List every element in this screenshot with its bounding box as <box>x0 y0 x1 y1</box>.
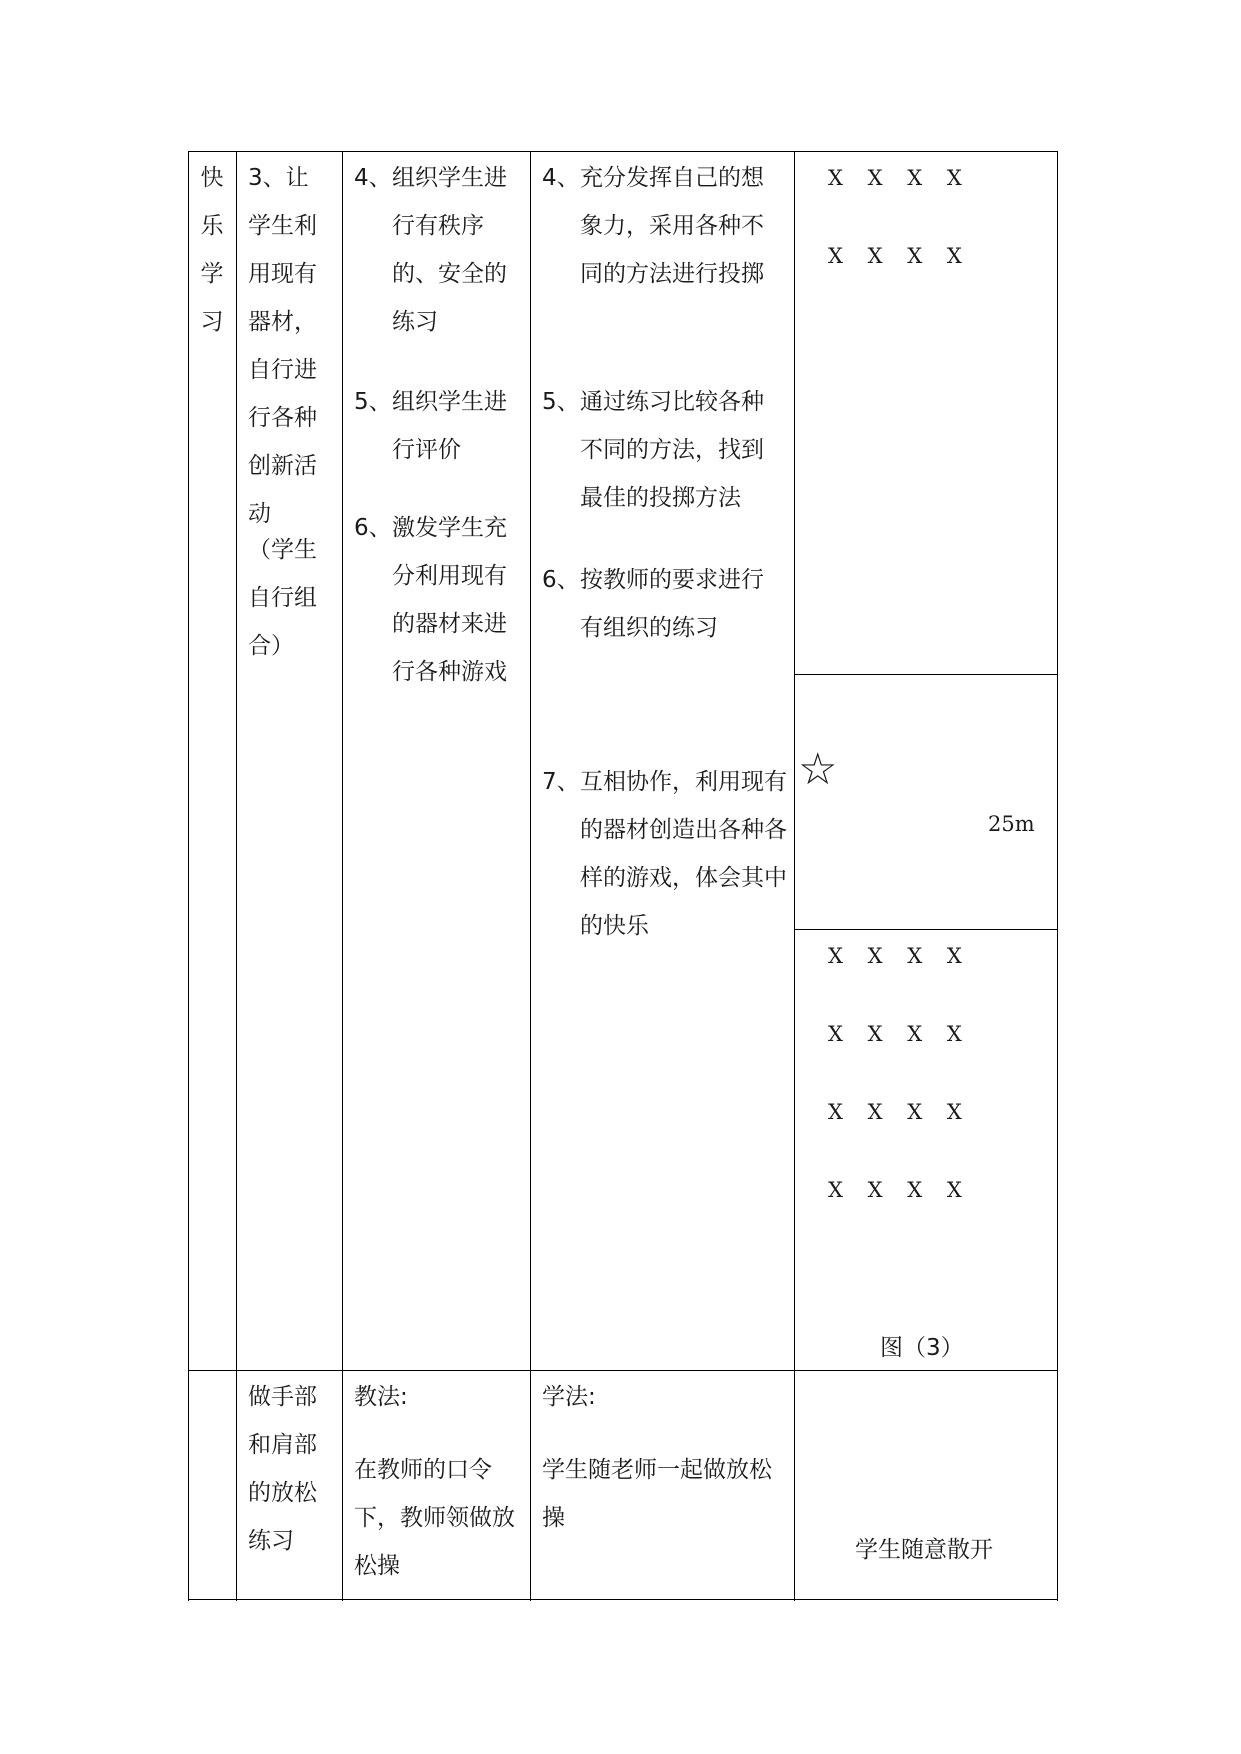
item-number: 4、 <box>542 165 580 191</box>
table-border-left <box>188 151 189 1601</box>
table-border-right <box>1057 151 1058 1601</box>
formation-row: X X X X <box>828 244 962 268</box>
learning-text: 学生随老师一起做放松操 <box>542 1457 772 1531</box>
activity-content: 3、让学生利用现有器材，自行进行各种创新活动 <box>248 165 317 527</box>
item-text: 充分发挥自己的想象力，采用各种不同的方法进行投掷 <box>580 165 764 287</box>
teacher-star-icon: ☆ <box>798 744 838 795</box>
formation-row: X X X X <box>828 166 962 190</box>
formation-row: X X X X <box>828 1178 962 1202</box>
item-number: 6、 <box>542 567 580 593</box>
item-number: 4、 <box>354 165 392 191</box>
activity-content-note: （学生自行组合） <box>248 537 317 659</box>
formation-row: X X X X <box>828 1022 962 1046</box>
formation-row: X X X X <box>828 944 962 968</box>
formation-divider-1 <box>794 674 1058 675</box>
column-divider-3 <box>530 151 531 1601</box>
item-text: 组织学生进行有秩序的、安全的练习 <box>392 165 507 335</box>
section-title: 快乐学习 <box>200 165 224 335</box>
distance-label: 25m <box>988 812 1035 836</box>
column-divider-4 <box>794 151 795 1601</box>
table-border-top <box>188 151 1058 152</box>
item-text: 通过练习比较各种不同的方法，找到最佳的投掷方法 <box>580 389 764 511</box>
formation-row: X X X X <box>828 1100 962 1124</box>
formation-divider-2 <box>794 929 1058 930</box>
item-text: 按教师的要求进行有组织的练习 <box>580 567 764 641</box>
item-number: 7、 <box>542 769 580 795</box>
item-text: 互相协作，利用现有的器材创造出各种各样的游戏，体会其中的快乐 <box>580 769 787 939</box>
learning-label: 学法: <box>542 1384 596 1410</box>
figure-caption: 图（3） <box>880 1335 964 1361</box>
relax-content: 做手部和肩部的放松练习 <box>248 1384 317 1554</box>
item-number: 5、 <box>354 389 392 415</box>
table-border-bottom <box>188 1599 1058 1600</box>
column-divider-1 <box>236 151 237 1601</box>
item-text: 激发学生充分利用现有的器材来进行各种游戏 <box>392 515 507 685</box>
item-number: 6、 <box>354 515 392 541</box>
teaching-label: 教法: <box>354 1384 408 1410</box>
teaching-text: 在教师的口令下，教师领做放松操 <box>354 1457 515 1579</box>
item-number: 5、 <box>542 389 580 415</box>
column-divider-2 <box>342 151 343 1601</box>
item-text: 组织学生进行评价 <box>392 389 507 463</box>
formation-note: 学生随意散开 <box>855 1537 993 1563</box>
